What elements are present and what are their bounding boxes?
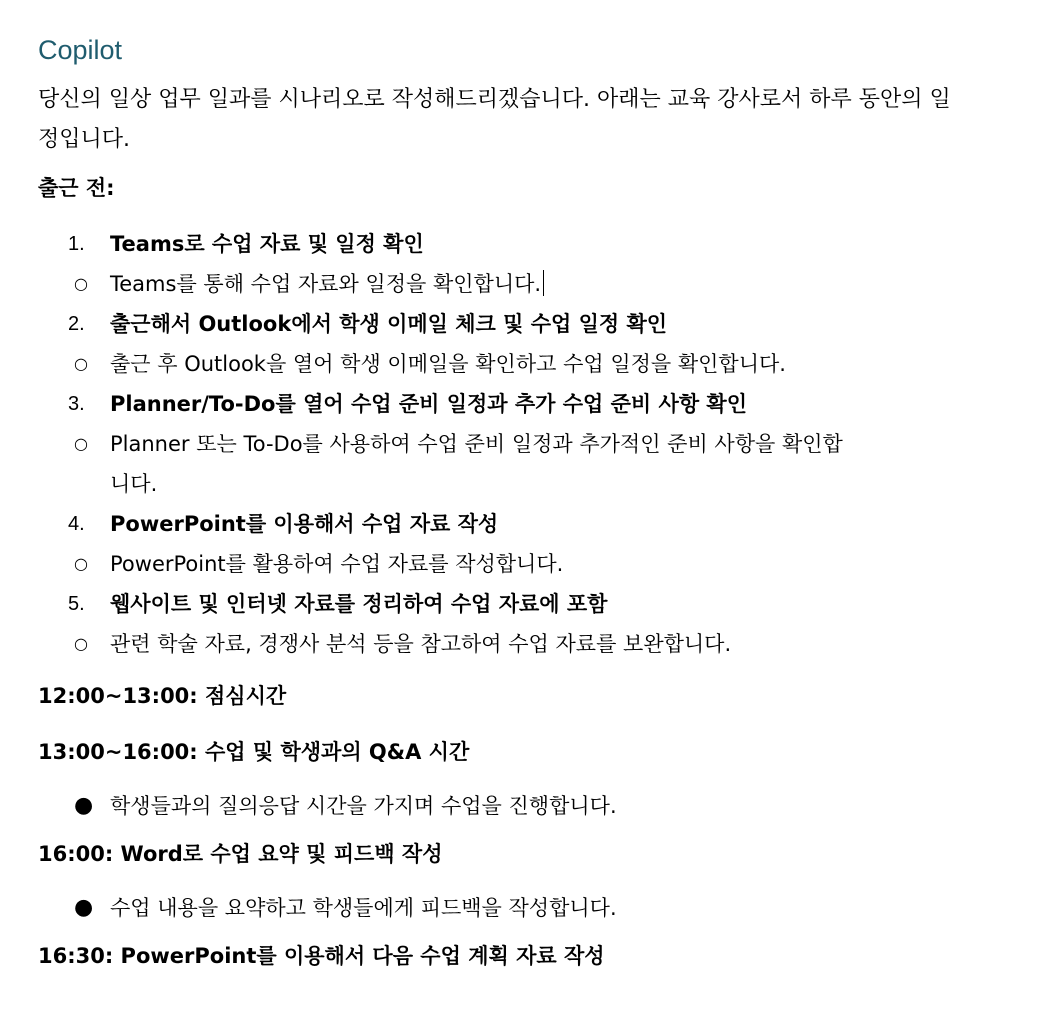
step-number: 3. — [68, 393, 85, 415]
step-number: 5. — [68, 593, 85, 615]
schedule-title: 12:00~13:00: 점심시간 — [38, 684, 287, 708]
step-title: 출근해서 Outlook에서 학생 이메일 체크 및 수업 일정 확인 — [110, 312, 668, 336]
schedule-block — [38, 732, 1038, 826]
step-detail-text: PowerPoint를 활용하여 수업 자료를 작성합니다. — [110, 552, 564, 576]
schedule-title: 16:30: PowerPoint를 이용해서 다음 수업 계획 자료 작성 — [38, 944, 605, 968]
hollow-bullet-icon: ○ — [74, 554, 88, 573]
step-detail-text: Teams를 통해 수업 자료와 일정을 확인합니다. — [110, 272, 542, 296]
step-detail — [38, 624, 860, 664]
step-detail-text: 출근 후 Outlook을 열어 학생 이메일을 확인하고 수업 일정을 확인합니다. — [110, 352, 786, 376]
schedule-block — [38, 834, 1038, 928]
step-item — [38, 224, 1038, 264]
document-body — [38, 30, 1038, 976]
hollow-bullet-icon: ○ — [74, 434, 88, 453]
step-title: 웹사이트 및 인터넷 자료를 정리하여 수업 자료에 포함 — [110, 592, 608, 616]
step-item — [38, 304, 1038, 344]
schedule-bullet — [38, 786, 1038, 826]
step-title: Teams로 수업 자료 및 일정 확인 — [110, 232, 424, 256]
schedule-bullet-text: 학생들과의 질의응답 시간을 가지며 수업을 진행합니다. — [110, 794, 617, 818]
schedule-bullet-text: 수업 내용을 요약하고 학생들에게 피드백을 작성합니다. — [110, 896, 617, 920]
schedule-block — [38, 936, 1038, 976]
step-title: PowerPoint를 이용해서 수업 자료 작성 — [110, 512, 499, 536]
filled-bullet-icon: ● — [74, 895, 94, 920]
document-heading: Copilot — [38, 35, 123, 65]
step-detail — [38, 424, 860, 504]
step-number: 1. — [68, 233, 85, 255]
text-cursor — [543, 270, 544, 296]
schedule-title: 16:00: Word로 수업 요약 및 피드백 작성 — [38, 842, 443, 866]
hollow-bullet-icon: ○ — [74, 274, 88, 293]
intro-paragraph: 당신의 일상 업무 일과를 시나리오로 작성해드리겠습니다. 아래는 교육 강사로서 하루 동안의 일정입니다. — [38, 87, 951, 152]
step-number: 2. — [68, 313, 85, 335]
hollow-bullet-icon: ○ — [74, 634, 88, 653]
step-number: 4. — [68, 513, 85, 535]
filled-bullet-icon: ● — [74, 793, 94, 818]
step-item — [38, 504, 1038, 544]
step-title: Planner/To-Do를 열어 수업 준비 일정과 추가 수업 준비 사항 확인 — [110, 392, 747, 416]
schedule-title: 13:00~16:00: 수업 및 학생과의 Q&A 시간 — [38, 740, 470, 764]
section-title-before-work: 출근 전: — [38, 176, 115, 200]
hollow-bullet-icon: ○ — [74, 354, 88, 373]
step-detail-text: Planner 또는 To-Do를 사용하여 수업 준비 일정과 추가적인 준비 사항을 확인합니다. — [110, 432, 843, 496]
step-item — [38, 584, 1038, 624]
step-detail-text: 관련 학술 자료, 경쟁사 분석 등을 참고하여 수업 자료를 보완합니다. — [110, 632, 732, 656]
step-detail — [38, 344, 860, 384]
step-item — [38, 384, 1038, 424]
step-detail — [38, 544, 860, 584]
steps-list — [38, 224, 1038, 664]
schedule-bullet — [38, 888, 1038, 928]
schedule-block — [38, 676, 1038, 716]
step-detail — [38, 264, 860, 304]
